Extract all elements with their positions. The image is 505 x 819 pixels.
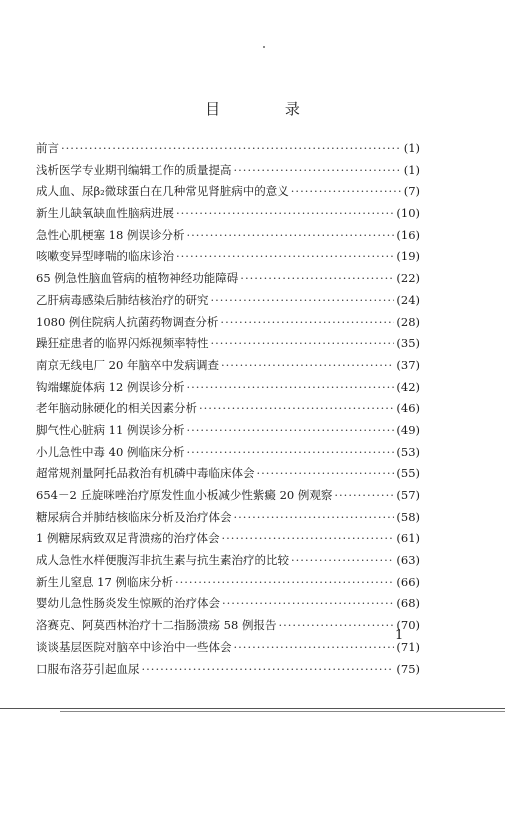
- toc-entry-page: (19): [396, 249, 420, 264]
- toc-entry-page: (63): [396, 553, 420, 568]
- toc-entry: [36, 442, 420, 464]
- toc-entry-title: 1 例糖尿病致双足背溃疡的治疗体会: [36, 531, 220, 546]
- toc-entry-title: 躁狂症患者的临界闪烁视频率特性: [36, 336, 209, 351]
- toc-leader-dots: [240, 268, 394, 290]
- toc-entry: [36, 377, 420, 399]
- toc-entry: [36, 463, 420, 485]
- toc-leader-dots: [186, 442, 394, 464]
- toc-entry-title: 乙肝病毒感染后肺结核治疗的研究: [36, 292, 209, 307]
- toc-entry: [36, 507, 420, 529]
- toc-entry-page: (42): [396, 379, 420, 394]
- toc-leader-dots: [257, 463, 395, 485]
- toc-entry-title: 急性心肌梗塞 18 例误诊分析: [36, 227, 185, 242]
- toc-entry-page: (70): [396, 618, 420, 633]
- toc-entry-title: 脚气性心脏病 11 例误诊分析: [36, 422, 185, 437]
- table-of-contents: [36, 138, 420, 680]
- toc-entry-title: 前言: [36, 141, 59, 155]
- toc-leader-dots: [221, 528, 394, 550]
- toc-leader-dots: [186, 420, 394, 442]
- toc-entry: [36, 398, 420, 420]
- toc-leader-dots: [199, 398, 394, 420]
- toc-leader-dots: [291, 181, 402, 203]
- toc-leader-dots: [234, 160, 402, 182]
- toc-leader-dots: [234, 637, 395, 659]
- toc-entry-page: (68): [396, 596, 420, 611]
- toc-leader-dots: [142, 659, 395, 681]
- toc-entry-page: (1): [403, 162, 420, 177]
- toc-entry-title: 咳嗽变异型哮喘的临床诊治: [36, 249, 174, 264]
- toc-leader-dots: [334, 485, 394, 507]
- toc-entry-title: 婴幼儿急性肠炎发生惊厥的治疗体会: [36, 596, 220, 611]
- toc-leader-dots: [186, 225, 394, 247]
- toc-entry: [36, 528, 420, 550]
- toc-leader-dots: [176, 246, 394, 268]
- toc-entry: [36, 572, 420, 594]
- toc-entry-page: (66): [396, 574, 420, 589]
- toc-entry-page: (46): [396, 401, 420, 416]
- toc-leader-dots: [221, 355, 394, 377]
- toc-entry-page: (28): [396, 314, 420, 329]
- toc-entry-page: (57): [396, 488, 420, 502]
- toc-entry-page: (55): [396, 466, 420, 481]
- toc-entry: [36, 138, 420, 160]
- toc-entry: [36, 160, 420, 182]
- toc-entry-title: 654－2 丘旋咪唑治疗原发性血小板减少性紫癜 20 例观察: [36, 488, 333, 502]
- page-number: 1: [395, 628, 404, 643]
- toc-leader-dots: [186, 377, 394, 399]
- toc-entry-page: (16): [396, 227, 420, 242]
- toc-entry-page: (49): [396, 422, 420, 437]
- toc-entry-page: (58): [396, 509, 420, 524]
- toc-entry-title: 糖尿病合并肺结核临床分析及治疗体会: [36, 509, 232, 524]
- toc-entry-title: 1080 例住院病人抗菌药物调查分析: [36, 314, 219, 329]
- toc-entry-title: 钩端螺旋体病 12 例误诊分析: [36, 379, 185, 394]
- toc-entry: [36, 485, 420, 507]
- toc-entry-title: 超常规剂量阿托品救治有机磷中毒临床体会: [36, 466, 255, 481]
- toc-entry-page: (1): [403, 141, 420, 155]
- toc-entry-title: 新生儿缺氧缺血性脑病进展: [36, 206, 174, 221]
- toc-entry-title: 谈谈基层医院对脑卒中诊治中一些体会: [36, 639, 232, 654]
- toc-leader-dots: [175, 572, 394, 594]
- toc-entry-title: 老年脑动脉硬化的相关因素分析: [36, 401, 197, 416]
- toc-leader-dots: [278, 615, 394, 637]
- toc-entry-title: 口服布洛芬引起血尿: [36, 661, 140, 676]
- toc-entry: [36, 181, 420, 203]
- toc-entry-title: 新生儿窒息 17 例临床分析: [36, 574, 173, 589]
- toc-entry: [36, 550, 420, 572]
- toc-entry-page: (10): [396, 206, 420, 221]
- toc-leader-dots: [61, 138, 402, 160]
- toc-entry-page: (24): [396, 292, 420, 307]
- toc-entry-title: 成人血、尿β₂微球蛋白在几种常见肾脏病中的意义: [36, 184, 289, 199]
- toc-entry-page: (7): [403, 184, 420, 199]
- toc-entry-title: 浅析医学专业期刊编辑工作的质量提高: [36, 162, 232, 177]
- toc-entry: [36, 615, 420, 637]
- toc-entry-title: 65 例急性脑血管病的植物神经功能障碍: [36, 271, 239, 286]
- toc-leader-dots: [211, 290, 395, 312]
- toc-entry: [36, 593, 420, 615]
- toc-entry-page: (22): [396, 271, 420, 286]
- toc-leader-dots: [211, 333, 395, 355]
- toc-entry-page: (35): [396, 336, 420, 351]
- toc-entry-page: (61): [396, 531, 420, 546]
- toc-entry: [36, 659, 420, 681]
- toc-entry: [36, 246, 420, 268]
- toc-entry: [36, 290, 420, 312]
- toc-leader-dots: [234, 507, 395, 529]
- toc-entry-page: (75): [396, 661, 420, 676]
- toc-leader-dots: [220, 312, 394, 334]
- divider-line-secondary: [60, 711, 505, 712]
- toc-entry: [36, 637, 420, 659]
- toc-entry-page: (53): [396, 444, 420, 459]
- toc-entry-title: 洛赛克、阿莫西林治疗十二指肠溃疡 58 例报告: [36, 618, 277, 633]
- toc-entry: [36, 312, 420, 334]
- toc-entry-page: (37): [396, 357, 420, 372]
- toc-entry: [36, 355, 420, 377]
- scan-speck: [263, 46, 265, 48]
- toc-entry-page: (71): [396, 639, 420, 654]
- toc-entry: [36, 333, 420, 355]
- toc-entry-title: 南京无线电厂 20 年脑卒中发病调查: [36, 357, 219, 372]
- toc-leader-dots: [176, 203, 394, 225]
- page-title: 目 录: [205, 100, 330, 118]
- toc-entry: [36, 203, 420, 225]
- divider-line: [0, 708, 505, 709]
- toc-entry: [36, 268, 420, 290]
- toc-entry-title: 成人急性水样便腹泻非抗生素与抗生素治疗的比较: [36, 553, 289, 568]
- toc-entry: [36, 225, 420, 247]
- toc-leader-dots: [291, 550, 394, 572]
- toc-leader-dots: [222, 593, 394, 615]
- toc-entry-title: 小儿急性中毒 40 例临床分析: [36, 444, 185, 459]
- toc-entry: [36, 420, 420, 442]
